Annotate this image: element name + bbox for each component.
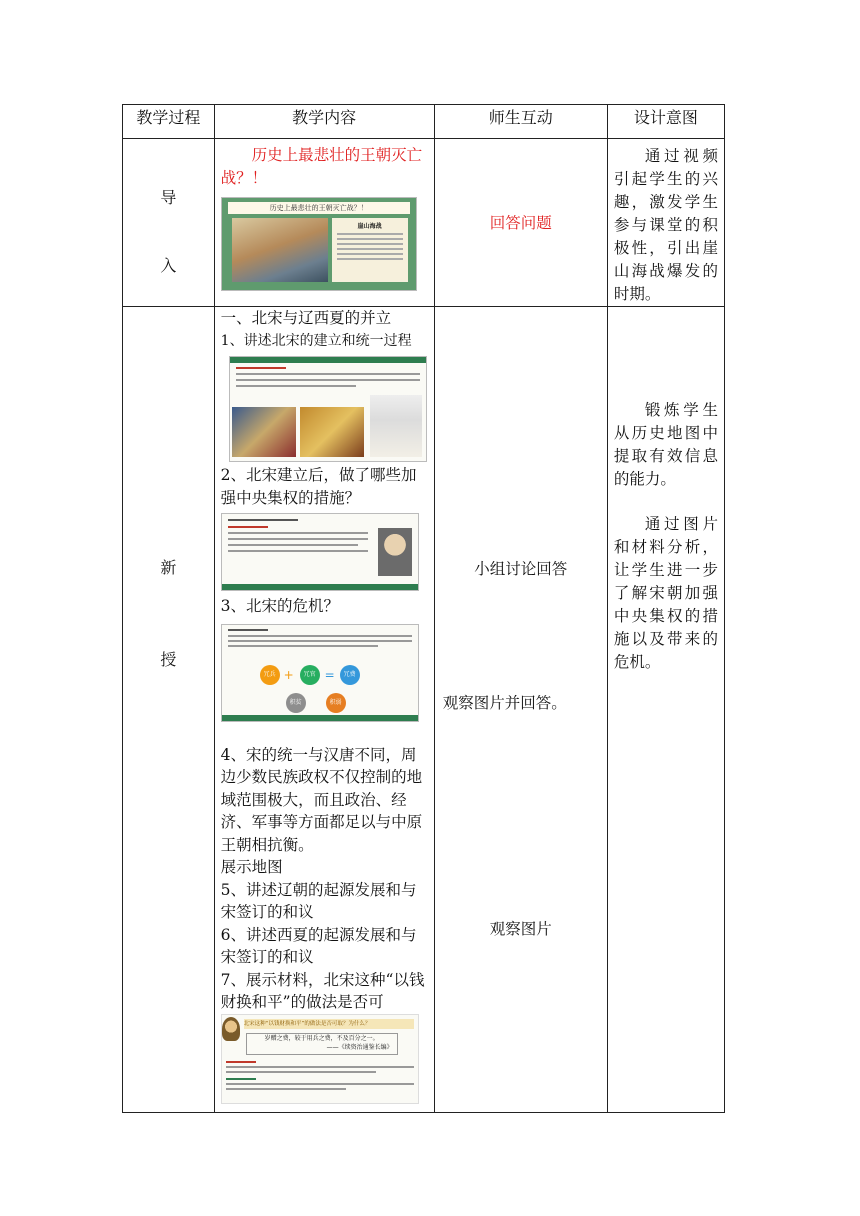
intro-slide-textbox [332, 218, 408, 282]
item-4: 4、宋的统一与汉唐不同，周边少数民族政权不仅控制的地域范围极大，而且政治、经济、军事等方面都足以与中原王朝相抗衡。 [220, 745, 423, 854]
intro-intent-cell [607, 139, 724, 307]
slide-1-image [229, 356, 427, 462]
intro-question: 历史上最悲壮的王朝灭亡战？！ [220, 146, 423, 187]
header-row [123, 105, 725, 139]
header-interaction: 师生互动 [434, 105, 607, 139]
header-intent: 设计意图 [607, 105, 724, 139]
circle-poverty: 积贫 [286, 693, 306, 713]
item-3: 3、北宋的危机？ [220, 597, 340, 615]
slide-7-source: ——《续资治通鉴长编》 [326, 1043, 393, 1051]
header-content: 教学内容 [214, 105, 434, 139]
new-interaction-a: 小组讨论回答 [474, 560, 568, 578]
intro-slide-image [221, 197, 417, 291]
minister-portrait [378, 528, 412, 576]
intro-interaction-cell [434, 139, 607, 307]
intro-slide-heading: 崖山海战 [357, 223, 382, 230]
painting-1 [232, 407, 296, 457]
new-intent-cell [607, 307, 724, 1113]
intro-stage-cell [123, 139, 215, 307]
circle-redundant-troops: 冗兵 [260, 665, 280, 685]
circle-redundant-officials: 冗官 [300, 665, 320, 685]
cartoon-character-icon [222, 1017, 240, 1041]
item-5: 5、讲述辽朝的起源发展和与宋签订的和议 [220, 880, 417, 921]
item-2: 2、北宋建立后，做了哪些加强中央集权的措施？ [220, 466, 417, 507]
lesson-plan-table [122, 104, 725, 1113]
intro-slide-title: 历史上最悲壮的王朝灭亡战？！ [228, 202, 410, 214]
new-interaction-b: 观察图片并回答。 [442, 694, 567, 712]
circle-redundant-expenses: 冗费 [340, 665, 360, 685]
intro-row [123, 139, 725, 307]
section-title: 一、北宋与辽西夏的并立 [220, 309, 392, 327]
item-1: 1、讲述北宋的建立和统一过程 [220, 332, 412, 349]
slide-7-question: 北宋这种“以钱财换和平”的做法是否可取？为什么？ [244, 1019, 414, 1029]
intro-stage-a: 导 [160, 188, 177, 207]
slide-7-image [221, 1014, 419, 1104]
slide-7-quote: 岁赠之费，较于用兵之费，不及百分之一。 [264, 1034, 379, 1042]
new-stage-cell [123, 307, 215, 1113]
slide-2-image [221, 513, 419, 591]
circle-weakness: 积弱 [326, 693, 346, 713]
battle-painting [232, 218, 328, 282]
item-6: 6、讲述西夏的起源发展和与宋签订的和议 [220, 925, 417, 966]
new-row [123, 307, 725, 1113]
intro-intent: 通过视频引起学生的兴趣，激发学生参与课堂的积极性，引出崖山海战爆发的时期。 [613, 147, 718, 303]
header-process: 教学过程 [123, 105, 215, 139]
intro-interaction: 回答问题 [489, 214, 552, 232]
new-interaction-cell [434, 307, 607, 1113]
new-stage-b: 授 [160, 650, 177, 669]
painting-2 [300, 407, 364, 457]
new-intent-a: 锻炼学生从历史地图中提取有效信息的能力。 [613, 401, 718, 488]
slide-3-image: 冗兵 + 冗官 = 冗费 积贫 积弱 [221, 624, 419, 722]
new-content-cell [214, 307, 434, 1113]
emperor-portrait [370, 395, 422, 457]
new-stage-a: 新 [160, 558, 177, 577]
show-map: 展示地图 [220, 858, 283, 876]
item-7: 7、展示材料，北宋这种“以钱财换和平”的做法是否可 [220, 970, 425, 1011]
intro-content-cell [214, 139, 434, 307]
new-interaction-c: 观察图片 [489, 920, 552, 938]
intro-stage-b: 入 [160, 256, 177, 275]
slide-7-quote-box [246, 1033, 398, 1055]
new-intent-b: 通过图片和材料分析，让学生进一步了解宋朝加强中央集权的措施以及带来的危机。 [613, 515, 718, 671]
